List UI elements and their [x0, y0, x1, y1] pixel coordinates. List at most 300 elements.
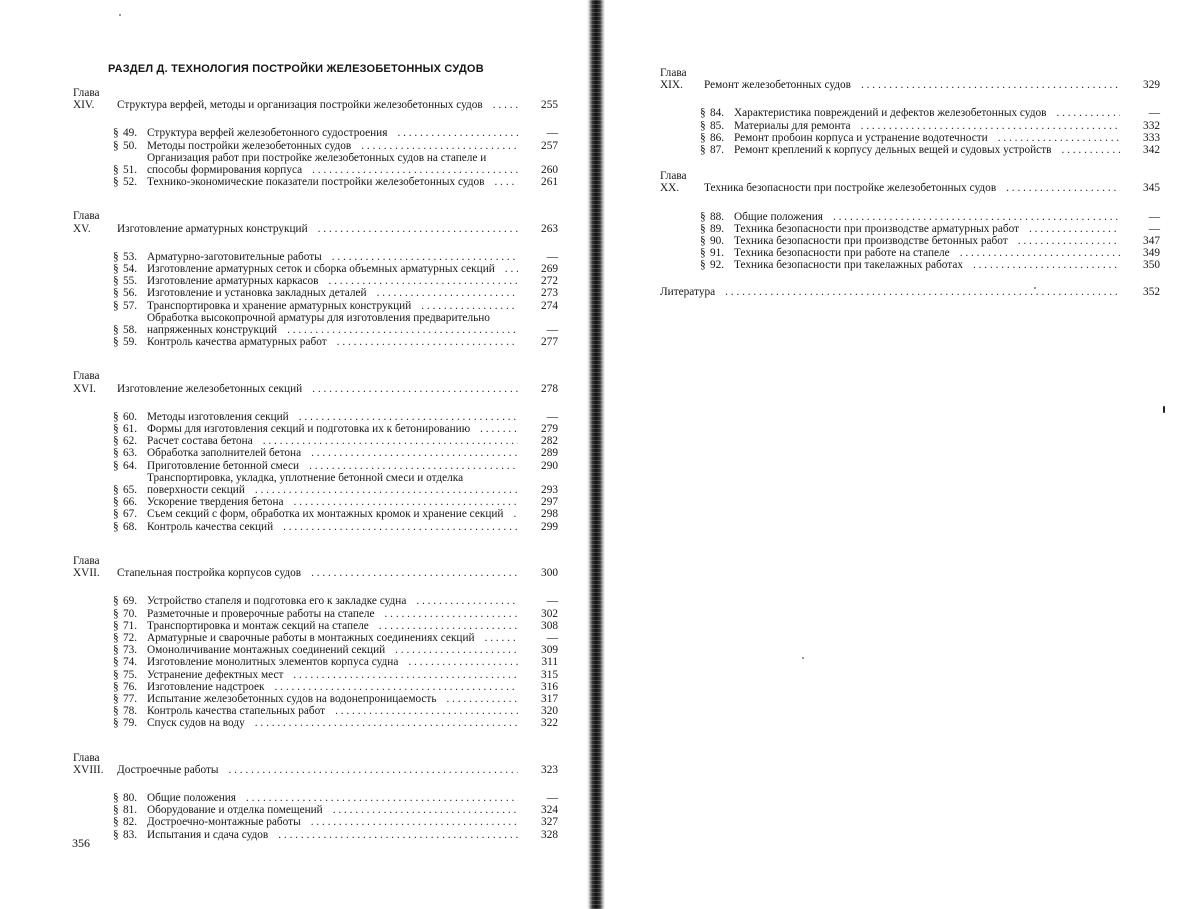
entry-title-cell — [147, 300, 518, 312]
entry-number: 81. — [123, 804, 138, 817]
section-sign: § — [113, 250, 119, 263]
chapter-title: Техника безопасности при постройке железобетонных судов — [704, 182, 1000, 194]
entry-title-cell — [147, 681, 518, 693]
section-sign: § — [113, 287, 119, 300]
entry-number: 73. — [123, 644, 138, 657]
entry-title: Арматурные и сварочные работы в монтажных соединениях секций — [147, 632, 479, 644]
chapter-row — [660, 170, 1160, 194]
entry-list — [113, 251, 558, 349]
entry-title: Транспортировка, укладка, уплотнение бетонной смеси и отделка поверхности секций — [147, 471, 464, 497]
entry-title-cell — [734, 259, 1120, 271]
section-sign: § — [113, 804, 119, 817]
entry-page: 324 — [541, 804, 558, 817]
entry-number: 91. — [710, 247, 725, 260]
literature-row — [660, 286, 1160, 298]
section-sign: § — [113, 324, 119, 337]
chapter-page: 263 — [541, 222, 558, 235]
entry-number: 58. — [123, 324, 138, 337]
chapter-title-cell — [704, 182, 1120, 194]
section-sign: § — [113, 275, 119, 288]
literature-title: Литература — [660, 286, 719, 298]
entry-number: 56. — [123, 287, 138, 300]
entry-title: Арматурно-заготовительные работы — [147, 251, 326, 263]
section-sign: § — [113, 717, 119, 730]
toc-entry — [113, 176, 558, 188]
section-sign: § — [113, 336, 119, 349]
chapter-label: Глава XVIII. — [73, 751, 104, 776]
toc-entry — [113, 472, 558, 496]
chapter-label: Глава XVII. — [73, 554, 100, 580]
entry-page: 302 — [541, 607, 558, 620]
toc-entry — [113, 275, 558, 287]
toc-entry — [113, 620, 558, 632]
section-sign: § — [113, 692, 119, 705]
entry-title: Устранение дефектных мест — [147, 669, 287, 681]
entry-number: 71. — [123, 619, 138, 632]
entry-number: 78. — [123, 705, 138, 718]
entry-page: 327 — [541, 816, 558, 829]
chapter-page: 300 — [541, 567, 558, 580]
entry-title-cell — [147, 595, 518, 607]
toc-entry — [113, 127, 558, 139]
chapter-title-cell — [117, 383, 518, 395]
entry-page: 350 — [1143, 259, 1160, 272]
toc-entry — [700, 211, 1160, 223]
entry-page: — — [1148, 107, 1160, 120]
section-sign: § — [113, 816, 119, 829]
section-sign: § — [113, 263, 119, 276]
entry-title-cell — [147, 460, 518, 472]
entry-page: 293 — [541, 484, 558, 497]
toc-entry — [113, 595, 558, 607]
chapter-title: Изготовление железобетонных секций — [117, 383, 306, 395]
entry-title-cell — [147, 644, 518, 656]
toc-entry — [113, 411, 558, 423]
entry-title: Контроль качества арматурных работ — [147, 336, 331, 348]
entry-title: Техника безопасности при производстве бетонных работ — [734, 235, 1012, 247]
entry-title: Обработка заполнителей бетона — [147, 447, 305, 459]
entry-title: Испытание железобетонных судов на водонепроницаемость — [147, 693, 441, 705]
speck — [1034, 287, 1036, 289]
entry-page: 272 — [541, 275, 558, 288]
chapter-label: Глава XIV. — [73, 87, 100, 112]
entry-title: Приготовление бетонной смеси — [147, 460, 303, 472]
entry-title: Обработка высокопрочной арматуры для изготовления предварительно напряженных конструкций — [147, 311, 490, 337]
section-sign: § — [113, 508, 119, 521]
toc-entry — [113, 705, 558, 717]
toc-entry — [113, 423, 558, 435]
speck — [802, 657, 804, 659]
entry-page: 298 — [541, 508, 558, 521]
entry-page: 279 — [541, 423, 558, 436]
entry-title-cell — [734, 223, 1120, 235]
chapter-row — [73, 752, 558, 776]
entry-number: 89. — [710, 222, 725, 235]
entry-number: 80. — [123, 791, 138, 804]
entry-title-cell — [734, 235, 1120, 247]
entry-title-cell — [147, 140, 518, 152]
book-gutter — [587, 0, 605, 909]
toc-entry — [113, 447, 558, 459]
toc-entry — [113, 804, 558, 816]
section-sign: § — [113, 631, 119, 644]
entry-title: Достроечно-монтажные работы — [147, 816, 305, 828]
entry-title-cell — [147, 508, 518, 520]
entry-title-cell — [147, 496, 518, 508]
section-sign: § — [113, 299, 119, 312]
toc-entry — [113, 460, 558, 472]
entry-list — [113, 127, 558, 188]
toc-entry — [113, 693, 558, 705]
toc-entry — [700, 144, 1160, 156]
section-sign: § — [113, 680, 119, 693]
entry-page: 308 — [541, 619, 558, 632]
toc-entry — [113, 644, 558, 656]
entry-title: Структура верфей железобетонного судостроения — [147, 127, 391, 139]
toc-entry — [113, 656, 558, 668]
entry-number: 60. — [123, 410, 138, 423]
entry-number: 75. — [123, 668, 138, 681]
toc-entry — [113, 152, 558, 176]
entry-title: Контроль качества стапельных работ — [147, 705, 329, 717]
entry-title: Контроль качества секций — [147, 521, 277, 533]
toc-entry — [113, 829, 558, 841]
entry-number: 88. — [710, 210, 725, 223]
toc-entry — [113, 263, 558, 275]
entry-title: Общие положения — [147, 792, 240, 804]
section-sign: § — [113, 607, 119, 620]
entry-title-cell — [147, 263, 518, 275]
entry-page: 269 — [541, 263, 558, 276]
entry-page: 333 — [1143, 131, 1160, 144]
toc-entry — [700, 120, 1160, 132]
entry-number: 57. — [123, 299, 138, 312]
toc-entry — [113, 816, 558, 828]
entry-page: — — [546, 631, 558, 644]
literature-title-cell — [660, 286, 1120, 298]
toc-entry — [700, 247, 1160, 259]
section-sign: § — [113, 644, 119, 657]
left-page — [0, 0, 585, 909]
entry-list — [113, 792, 558, 841]
toc-entry — [700, 107, 1160, 119]
section-sign: § — [113, 705, 119, 718]
section-sign: § — [113, 656, 119, 669]
entry-number: 66. — [123, 496, 138, 509]
toc-entry — [113, 435, 558, 447]
entry-title: Спуск судов на воду — [147, 717, 249, 729]
section-sign: § — [113, 447, 119, 460]
entry-title: Транспортировка и монтаж секций на стапеле — [147, 620, 373, 632]
entry-title: Разметочные и проверочные работы на стапеле — [147, 608, 379, 620]
entry-title-cell — [147, 816, 518, 828]
section-sign: § — [113, 164, 119, 177]
entry-title: Методы постройки железобетонных судов — [147, 140, 355, 152]
toc-entry — [113, 792, 558, 804]
chapter-row — [73, 87, 558, 111]
entry-number: 70. — [123, 607, 138, 620]
entry-title: Изготовление и установка закладных деталей — [147, 287, 371, 299]
entry-page: 315 — [541, 668, 558, 681]
section-sign: § — [113, 791, 119, 804]
entry-title: Изготовление арматурных сеток и сборка объемных арматурных секций — [147, 263, 499, 275]
entry-number: 92. — [710, 259, 725, 272]
entry-title-cell — [147, 608, 518, 620]
section-sign: § — [113, 520, 119, 533]
entry-number: 68. — [123, 520, 138, 533]
entry-page: 311 — [541, 656, 558, 669]
entry-title-cell — [147, 312, 518, 336]
section-sign: § — [113, 484, 119, 497]
toc-entry — [700, 132, 1160, 144]
entry-number: 65. — [123, 484, 138, 497]
entry-page: 273 — [541, 287, 558, 300]
entry-list — [700, 107, 1160, 156]
entry-title-cell — [147, 435, 518, 447]
chapter-title: Изготовление арматурных конструкций — [117, 223, 312, 235]
entry-title: Съем секций с форм, обработка их монтажных кромок и хранение секций — [147, 508, 507, 520]
toc-entry — [113, 287, 558, 299]
chapter-label: Глава XIX. — [660, 67, 687, 92]
section-sign: § — [700, 259, 706, 272]
chapter-title-cell — [117, 567, 518, 579]
entry-number: 63. — [123, 447, 138, 460]
entry-number: 62. — [123, 435, 138, 448]
toc-entry — [113, 669, 558, 681]
entry-number: 51. — [123, 164, 138, 177]
entry-title-cell — [147, 336, 518, 348]
toc-entry — [113, 312, 558, 336]
entry-page: 260 — [541, 164, 558, 177]
entry-number: 54. — [123, 263, 138, 276]
entry-title-cell — [147, 669, 518, 681]
entry-title-cell — [734, 132, 1120, 144]
chapter-title: Стапельная постройка корпусов судов — [117, 567, 305, 579]
entry-title: Испытания и сдача судов — [147, 829, 272, 841]
section-sign: § — [113, 423, 119, 436]
toc-entry — [700, 235, 1160, 247]
chapter-page: 329 — [1143, 79, 1160, 92]
section-sign: § — [113, 619, 119, 632]
entry-number: 82. — [123, 816, 138, 829]
entry-page: — — [1148, 210, 1160, 223]
entry-title: Изготовление арматурных каркасов — [147, 275, 322, 287]
entry-title-cell — [147, 447, 518, 459]
entry-number: 77. — [123, 692, 138, 705]
entry-title: Характеристика повреждений и дефектов железобетонных судов — [734, 107, 1050, 119]
entry-number: 52. — [123, 176, 138, 189]
entry-list — [113, 411, 558, 533]
speck — [1163, 406, 1165, 413]
entry-title: Общие положения — [734, 211, 827, 223]
entry-title: Ускорение твердения бетона — [147, 496, 288, 508]
section-sign: § — [700, 222, 706, 235]
entry-number: 64. — [123, 459, 138, 472]
entry-number: 83. — [123, 828, 138, 841]
entry-number: 50. — [123, 139, 138, 152]
entry-title-cell — [147, 705, 518, 717]
entry-number: 49. — [123, 127, 138, 140]
entry-number: 53. — [123, 250, 138, 263]
section-sign: § — [700, 210, 706, 223]
entry-page: 282 — [541, 435, 558, 448]
entry-page: 289 — [541, 447, 558, 460]
chapter-title: Достроечные работы — [117, 764, 223, 776]
entry-title-cell — [147, 693, 518, 705]
entry-page: 299 — [541, 520, 558, 533]
chapter-title-cell — [117, 223, 518, 235]
entry-page: 320 — [541, 705, 558, 718]
entry-list — [700, 211, 1160, 272]
section-sign: § — [113, 668, 119, 681]
entry-page: 274 — [541, 299, 558, 312]
entry-number: 85. — [710, 119, 725, 132]
chapter-title-cell — [704, 79, 1120, 91]
entry-title-cell — [147, 423, 518, 435]
entry-title: Техника безопасности при такелажных работах — [734, 259, 967, 271]
entry-title: Устройство стапеля и подготовка его к закладке судна — [147, 595, 410, 607]
toc-right — [660, 67, 1160, 314]
entry-number: 74. — [123, 656, 138, 669]
entry-title: Технико-экономические показатели постройки железобетонных судов — [147, 176, 489, 188]
entry-page: 332 — [1143, 119, 1160, 132]
entry-number: 67. — [123, 508, 138, 521]
literature-page: 352 — [1143, 285, 1160, 298]
entry-title-cell — [147, 275, 518, 287]
entry-number: 72. — [123, 631, 138, 644]
entry-page: 316 — [541, 680, 558, 693]
entry-title-cell — [147, 632, 518, 644]
entry-title-cell — [147, 620, 518, 632]
page-number: 356 — [72, 836, 90, 850]
section-sign: § — [113, 828, 119, 841]
chapter-row — [73, 210, 558, 234]
chapter-title: Структура верфей, методы и организация постройки железобетонных судов — [117, 99, 487, 111]
chapter-label: Глава XX. — [660, 170, 687, 195]
chapter-row — [73, 555, 558, 579]
entry-title-cell — [734, 211, 1120, 223]
entry-page: — — [546, 410, 558, 423]
entry-title-cell — [734, 144, 1120, 156]
entry-page: — — [546, 250, 558, 263]
toc-entry — [700, 259, 1160, 271]
entry-title: Расчет состава бетона — [147, 435, 257, 447]
entry-title: Ремонт креплений к корпусу дельных вещей и судовых устройств — [734, 144, 1055, 156]
entry-number: 59. — [123, 336, 138, 349]
entry-title-cell — [147, 656, 518, 668]
entry-title: Техника безопасности при работе на стапеле — [734, 247, 954, 259]
entry-title: Методы изготовления секций — [147, 411, 293, 423]
section-sign: § — [700, 119, 706, 132]
entry-title-cell — [734, 107, 1120, 119]
entry-number: 84. — [710, 107, 725, 120]
entry-title: Омоноличивание монтажных соединений секций — [147, 644, 389, 656]
entry-page: 309 — [541, 644, 558, 657]
right-page — [606, 0, 1200, 909]
entry-number: 90. — [710, 235, 725, 248]
section-sign: § — [113, 459, 119, 472]
chapter-page: 345 — [1143, 182, 1160, 195]
section-sign: § — [113, 496, 119, 509]
toc-entry — [113, 496, 558, 508]
entry-title: Ремонт пробоин корпуса и устранение водотечности — [734, 132, 992, 144]
chapter-label: Глава XVI. — [73, 370, 100, 395]
entry-title-cell — [147, 829, 518, 841]
entry-title-cell — [734, 247, 1120, 259]
entry-number: 79. — [123, 717, 138, 730]
chapter-title-cell — [117, 99, 518, 111]
section-sign: § — [700, 235, 706, 248]
section-sign: § — [113, 410, 119, 423]
section-sign: § — [700, 107, 706, 120]
entry-title: Техника безопасности при производстве арматурных работ — [734, 223, 1023, 235]
entry-page: 349 — [1143, 247, 1160, 260]
section-sign: § — [700, 247, 706, 260]
entry-page: 342 — [1143, 144, 1160, 157]
section-sign: § — [113, 176, 119, 189]
entry-number: 61. — [123, 423, 138, 436]
entry-page: — — [546, 791, 558, 804]
entry-number: 87. — [710, 144, 725, 157]
chapter-page: 278 — [541, 382, 558, 395]
entry-page: 257 — [541, 139, 558, 152]
section-sign: § — [700, 144, 706, 157]
entry-page: 261 — [541, 176, 558, 189]
entry-page: — — [546, 324, 558, 337]
toc-entry — [113, 508, 558, 520]
entry-page: — — [546, 127, 558, 140]
entry-title-cell — [147, 411, 518, 423]
entry-title: Организация работ при постройке железобетонных судов на стапеле и способы формирования корпуса — [147, 151, 487, 177]
section-sign: § — [700, 131, 706, 144]
entry-number: 69. — [123, 595, 138, 608]
entry-title: Транспортировка и хранение арматурных конструкций — [147, 300, 415, 312]
entry-title-cell — [147, 717, 518, 729]
section-sign: § — [113, 595, 119, 608]
toc-entry — [113, 521, 558, 533]
chapter-page: 323 — [541, 763, 558, 776]
entry-title: Материалы для ремонта — [734, 120, 855, 132]
chapter-title-cell — [117, 764, 518, 776]
entry-title: Оборудование и отделка помещений — [147, 804, 327, 816]
entry-page: 347 — [1143, 235, 1160, 248]
section-sign: § — [113, 435, 119, 448]
entry-title-cell — [147, 521, 518, 533]
chapter-row — [660, 67, 1160, 91]
entry-title-cell — [147, 804, 518, 816]
toc-entry — [700, 223, 1160, 235]
entry-page: 290 — [541, 459, 558, 472]
entry-page: 297 — [541, 496, 558, 509]
toc-left — [73, 87, 558, 863]
entry-title: Формы для изготовления секций и подготовка их к бетонированию — [147, 423, 474, 435]
chapter-page: 255 — [541, 99, 558, 112]
entry-title-cell — [147, 152, 518, 176]
entry-title-cell — [147, 251, 518, 263]
section-title: РАЗДЕЛ Д. ТЕХНОЛОГИЯ ПОСТРОЙКИ ЖЕЛЕЗОБЕТОННЫХ СУДОВ — [108, 63, 484, 75]
toc-entry — [113, 140, 558, 152]
entry-page: 328 — [541, 828, 558, 841]
entry-title-cell — [147, 176, 518, 188]
section-sign: § — [113, 139, 119, 152]
entry-title-cell — [147, 472, 518, 496]
toc-entry — [113, 632, 558, 644]
entry-page: 317 — [541, 692, 558, 705]
entry-page: 322 — [541, 717, 558, 730]
entry-number: 86. — [710, 131, 725, 144]
entry-number: 55. — [123, 275, 138, 288]
entry-title: Изготовление надстроек — [147, 681, 269, 693]
